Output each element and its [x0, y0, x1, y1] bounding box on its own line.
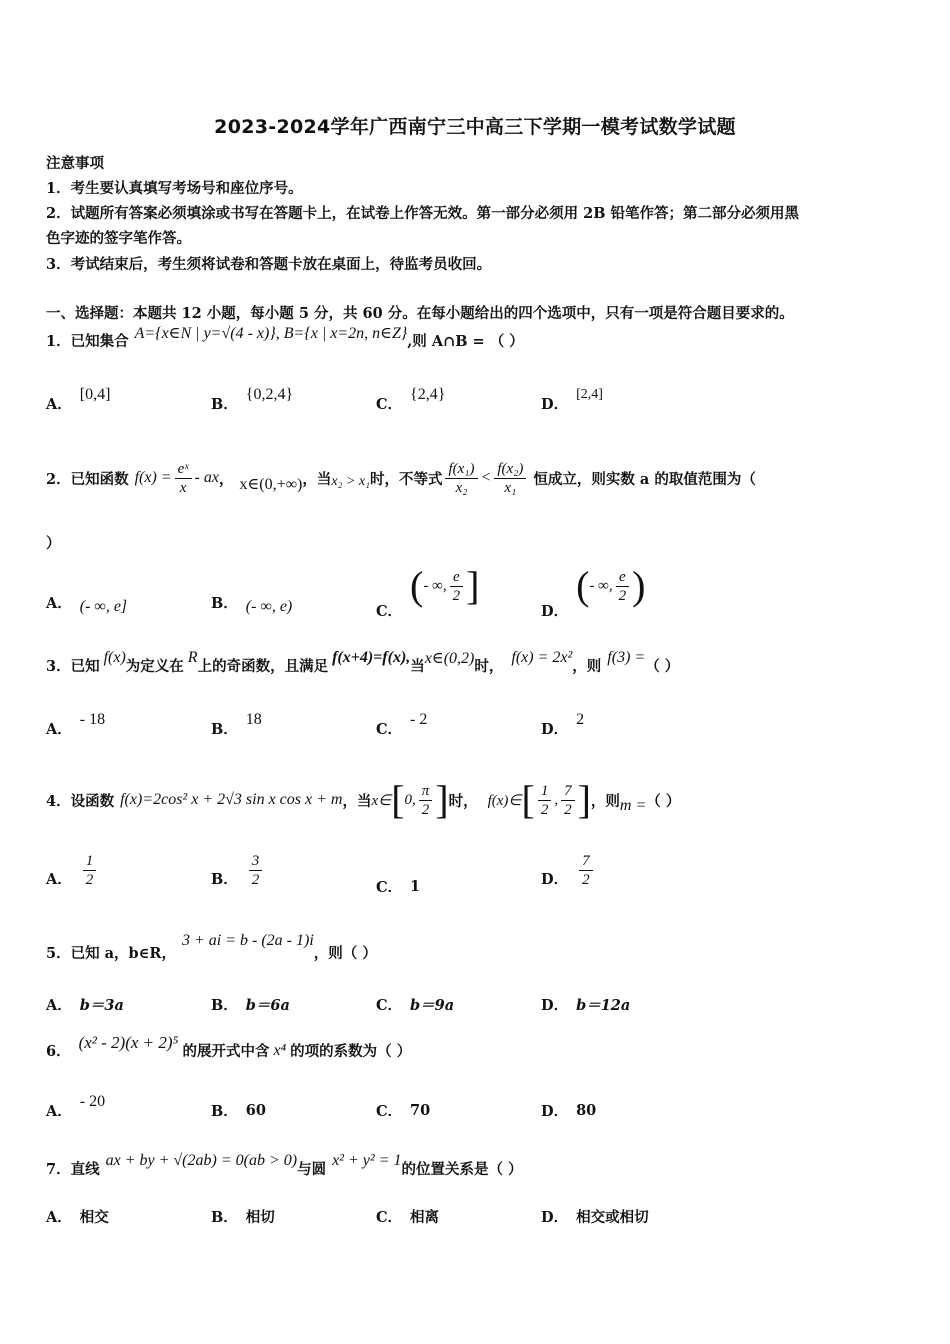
- q2-option-c-label: C．: [376, 602, 403, 620]
- q5-option-c: [376, 994, 454, 1015]
- q6-tail: 的项的系数为（ ）: [290, 1043, 412, 1060]
- q4-option-c-value: 1: [410, 878, 421, 895]
- q4-target: m =: [619, 797, 647, 814]
- q5-option-a: [46, 994, 124, 1015]
- question-1: [46, 324, 524, 351]
- q2-option-a: [46, 592, 127, 613]
- q3-fx: f(x): [103, 648, 126, 666]
- q2-lhs: [445, 460, 477, 497]
- q5-option-d: [541, 994, 630, 1015]
- q4-option-a-label: A．: [46, 871, 72, 888]
- q7-option-d-label: D．: [541, 1209, 569, 1226]
- q5-option-d-label: D．: [541, 997, 569, 1014]
- q1-option-c-value: {2,4}: [410, 385, 446, 403]
- q1-option-d-label: D．: [541, 396, 569, 413]
- q6-option-b-value: 60: [245, 1102, 266, 1119]
- q5-option-d-value: b＝12a: [576, 997, 631, 1014]
- q2-ineq-label: 时，不等式: [369, 470, 443, 488]
- q3-mid2: 上的奇函数，且满足: [197, 658, 329, 675]
- q6-expr: (x² - 2)(x + 2)⁵: [78, 1032, 179, 1052]
- q7-option-d: [541, 1206, 649, 1227]
- q3-number: 3．已知: [46, 658, 100, 675]
- q4-r2-num: 7: [561, 782, 575, 801]
- question-6: [46, 1032, 412, 1061]
- q2-option-d-den: 2: [618, 587, 627, 604]
- q2-rhs-num: f(x₂): [494, 460, 526, 479]
- q6-mid: 的展开式中含: [182, 1043, 270, 1060]
- q4-option-a: [46, 852, 99, 889]
- q2-domain: x∈(0,+∞): [239, 476, 303, 493]
- q3-target: f(3) =: [607, 648, 646, 666]
- q3-option-c: [376, 710, 428, 739]
- q5-option-b: [211, 994, 290, 1015]
- q4-option-a-num: 1: [83, 852, 97, 871]
- q5-tail: ，则（ ）: [313, 945, 377, 962]
- q2-fraction-den: x: [179, 479, 187, 496]
- q3-when2: 时，: [474, 658, 504, 675]
- q3-option-a: [46, 710, 106, 739]
- q7-option-c-label: C．: [376, 1209, 403, 1226]
- section-heading: 一、选择题：本题共 12 小题，每小题 5 分，共 60 分。在每小题给出的四个选项中，只有一项是符合题目要求的。: [46, 305, 794, 322]
- q4-tail: （ ）: [646, 792, 681, 810]
- q6-option-b-label: B．: [211, 1103, 238, 1120]
- q4-cond-left: x∈: [371, 792, 392, 809]
- q6-option-a: [46, 1092, 106, 1121]
- q3-eq: f(x+4)=f(x),: [332, 648, 411, 666]
- notice-item-1: 1．考生要认真填写考场号和座位序号。: [46, 180, 303, 197]
- q4-option-d: [541, 852, 596, 889]
- q7-option-d-value: 相交或相切: [576, 1209, 649, 1226]
- q3-option-a-label: A．: [46, 721, 72, 738]
- question-4: [46, 770, 680, 830]
- q1-option-d-value: [2,4]: [576, 386, 603, 402]
- q4-r1-num: 1: [538, 782, 552, 801]
- q7-option-a-label: A．: [46, 1209, 72, 1226]
- q1-option-b-label: B．: [211, 396, 238, 413]
- q4-option-d-num: 7: [579, 852, 593, 871]
- q1-option-a-value: [0,4]: [79, 385, 111, 403]
- q2-tail-continued: ）: [46, 535, 61, 552]
- notice-item-3: 3．考试结束后，考生须将试卷和答题卡放在桌面上，待监考员收回。: [46, 256, 492, 273]
- q4-cond-num: π: [419, 782, 433, 801]
- q6-option-c-label: C．: [376, 1103, 403, 1120]
- q6-option-a-value: - 20: [79, 1092, 106, 1110]
- q4-r1-den: 2: [540, 801, 549, 818]
- q2-fx: f(x) =: [134, 469, 172, 486]
- q2-option-d-num: e: [616, 568, 629, 587]
- q5-eq: 3 + ai = b - (2a - 1)i: [181, 931, 314, 949]
- q6-option-d-label: D．: [541, 1103, 569, 1120]
- q4-number: 4．设函数: [46, 792, 115, 810]
- q3-option-b-label: B．: [211, 721, 238, 738]
- q5-option-a-label: A．: [46, 997, 72, 1014]
- q4-when2: 时，: [448, 792, 478, 810]
- q4-cond-a: 0,: [404, 791, 416, 808]
- q2-option-b-label: B．: [211, 595, 238, 612]
- q2-option-d-value: ( - ∞, $\frac{e}{2}$ ): [576, 563, 646, 608]
- q3-tail: （ ）: [645, 658, 680, 675]
- q6-option-d: [541, 1100, 596, 1121]
- q7-option-b-label: B．: [211, 1209, 238, 1226]
- q5-option-a-value: b＝3a: [79, 997, 124, 1014]
- q2-option-c: [376, 563, 480, 620]
- question-5: [46, 931, 377, 963]
- q7-option-c-value: 相离: [410, 1209, 440, 1226]
- q3-cond: x∈(0,2): [424, 649, 475, 667]
- q4-option-a-den: 2: [85, 872, 94, 888]
- q6-option-b: [211, 1100, 266, 1121]
- q1-option-b: [211, 385, 294, 414]
- q2-option-a-label: A．: [46, 595, 72, 612]
- q7-option-a: [46, 1206, 109, 1227]
- q7-option-a-value: 相交: [79, 1209, 109, 1226]
- q2-fraction: [175, 460, 192, 497]
- q2-option-c-value: ( - ∞, $\frac{e}{2}$ ]: [410, 563, 480, 608]
- q2-cond: x₂ > x₁: [331, 474, 370, 489]
- q4-r2-den: 2: [564, 801, 572, 818]
- q1-option-c-label: C．: [376, 396, 403, 413]
- q2-option-a-value: (- ∞, e]: [79, 597, 128, 615]
- q6-number: 6．: [46, 1043, 71, 1060]
- q3-option-a-value: - 18: [79, 710, 106, 728]
- q3-ask: ，则: [572, 658, 602, 675]
- q3-option-c-label: C．: [376, 721, 403, 738]
- notice-heading: 注意事项: [46, 155, 104, 172]
- q1-option-b-value: {0,2,4}: [245, 385, 294, 403]
- q3-option-d-value: 2: [576, 710, 585, 728]
- notice-item-2-continued: 色字迹的签字笔作答。: [46, 230, 191, 247]
- q3-R: R: [187, 648, 198, 666]
- q4-option-d-den: 2: [582, 872, 590, 888]
- q2-option-c-num: e: [450, 568, 463, 587]
- q7-option-b: [211, 1206, 275, 1227]
- q7-option-b-value: 相切: [245, 1209, 275, 1226]
- q1-option-a-label: A．: [46, 396, 72, 413]
- q2-option-b-value: (- ∞, e): [245, 597, 293, 615]
- q2-option-d-text: - ∞,: [589, 577, 613, 594]
- q4-ask: ，则: [590, 792, 620, 810]
- q2-option-b: [211, 592, 292, 613]
- q3-mid: 为定义在: [125, 658, 184, 675]
- q2-when: ，当: [302, 470, 332, 488]
- q2-lt: <: [480, 469, 492, 486]
- q2-lhs-num: f(x₁): [445, 460, 477, 479]
- q6-option-c: [376, 1100, 430, 1121]
- q2-rhs-den: x₁: [504, 479, 517, 496]
- q2-option-c-text: - ∞,: [423, 577, 447, 594]
- q4-cond-den: 2: [421, 801, 430, 818]
- page-title: 2023-2024学年广西南宁三中高三下学期一模考试数学试题: [214, 116, 736, 138]
- q7-line: ax + by + √(2ab) = 0(ab > 0): [105, 1151, 298, 1169]
- q4-when: ，当: [342, 792, 372, 810]
- q4-option-c: [376, 876, 420, 897]
- q4-option-b: [211, 852, 265, 889]
- q4-cond: x∈ [ 0, $\frac{\pi}{2}$ ]: [371, 777, 449, 822]
- q6-term: x⁴: [273, 1041, 287, 1059]
- q4-option-d-label: D．: [541, 871, 569, 888]
- q1-tail: ,则 A∩B = （ ）: [407, 333, 524, 350]
- q3-option-b: [211, 710, 262, 739]
- q2-rhs: [494, 460, 526, 497]
- q5-option-c-label: C．: [376, 997, 403, 1014]
- q6-option-a-label: A．: [46, 1103, 72, 1120]
- q4-option-b-den: 2: [251, 872, 260, 888]
- q3-option-b-value: 18: [245, 710, 262, 728]
- q2-option-d-label: D．: [541, 602, 569, 620]
- q2-fraction-num: eˣ: [175, 460, 192, 479]
- q1-sets: A={x∈N | y=√(4 - x)}, B={x | x=2n, n∈Z}: [134, 324, 408, 342]
- q2-tail: 恒成立，则实数 a 的取值范围为（: [533, 470, 756, 488]
- q4-range: f(x)∈ [ $\frac{1}{2}$ , $\frac{7}{2}$ ]: [487, 777, 591, 822]
- q3-option-c-value: - 2: [410, 710, 428, 728]
- q7-mid: 与圆: [297, 1161, 327, 1178]
- q5-option-b-label: B．: [211, 997, 238, 1014]
- q1-number: 1．已知集合: [46, 333, 129, 350]
- q2-sep: ，: [218, 470, 234, 488]
- q4-option-b-num: 3: [249, 852, 263, 871]
- q3-def: f(x) = 2x²: [511, 648, 573, 666]
- q6-option-d-value: 80: [576, 1102, 597, 1119]
- q6-option-c-value: 70: [410, 1102, 431, 1119]
- question-7: [46, 1151, 523, 1179]
- q4-option-c-label: C．: [376, 879, 403, 896]
- q7-option-c: [376, 1206, 439, 1227]
- q4-option-b-label: B．: [211, 871, 238, 888]
- q5-number: 5．已知 a，b∈R，: [46, 945, 176, 962]
- q1-option-c: [376, 385, 446, 414]
- q2-fx-tail: - ax: [194, 469, 219, 486]
- q4-fx: f(x)=2cos² x + 2√3 sin x cos x + m: [120, 791, 343, 808]
- q5-option-c-value: b＝9a: [410, 997, 455, 1014]
- q2-option-d: [541, 563, 646, 620]
- question-3: [46, 648, 680, 676]
- q2-number: 2．已知函数: [46, 470, 129, 488]
- q7-number: 7．直线: [46, 1161, 100, 1178]
- q3-when: 当: [410, 658, 425, 675]
- q2-lhs-den: x₂: [455, 479, 468, 496]
- q1-option-d: [541, 386, 603, 414]
- question-2: [46, 448, 756, 508]
- q7-tail: 的位置关系是（ ）: [401, 1161, 523, 1178]
- q3-option-d-label: D．: [541, 721, 569, 738]
- q5-option-b-value: b＝6a: [245, 997, 290, 1014]
- q7-circle: x² + y² = 1: [332, 1151, 402, 1169]
- notice-item-2: 2．试题所有答案必须填涂或书写在答题卡上，在试卷上作答无效。第一部分必须用 2B 铅笔作答；第二部分必须用黑: [46, 205, 800, 222]
- q2-option-c-den: 2: [452, 587, 461, 604]
- q1-option-a: [46, 385, 111, 414]
- q4-range-left: f(x)∈: [487, 792, 522, 809]
- q3-option-d: [541, 710, 585, 739]
